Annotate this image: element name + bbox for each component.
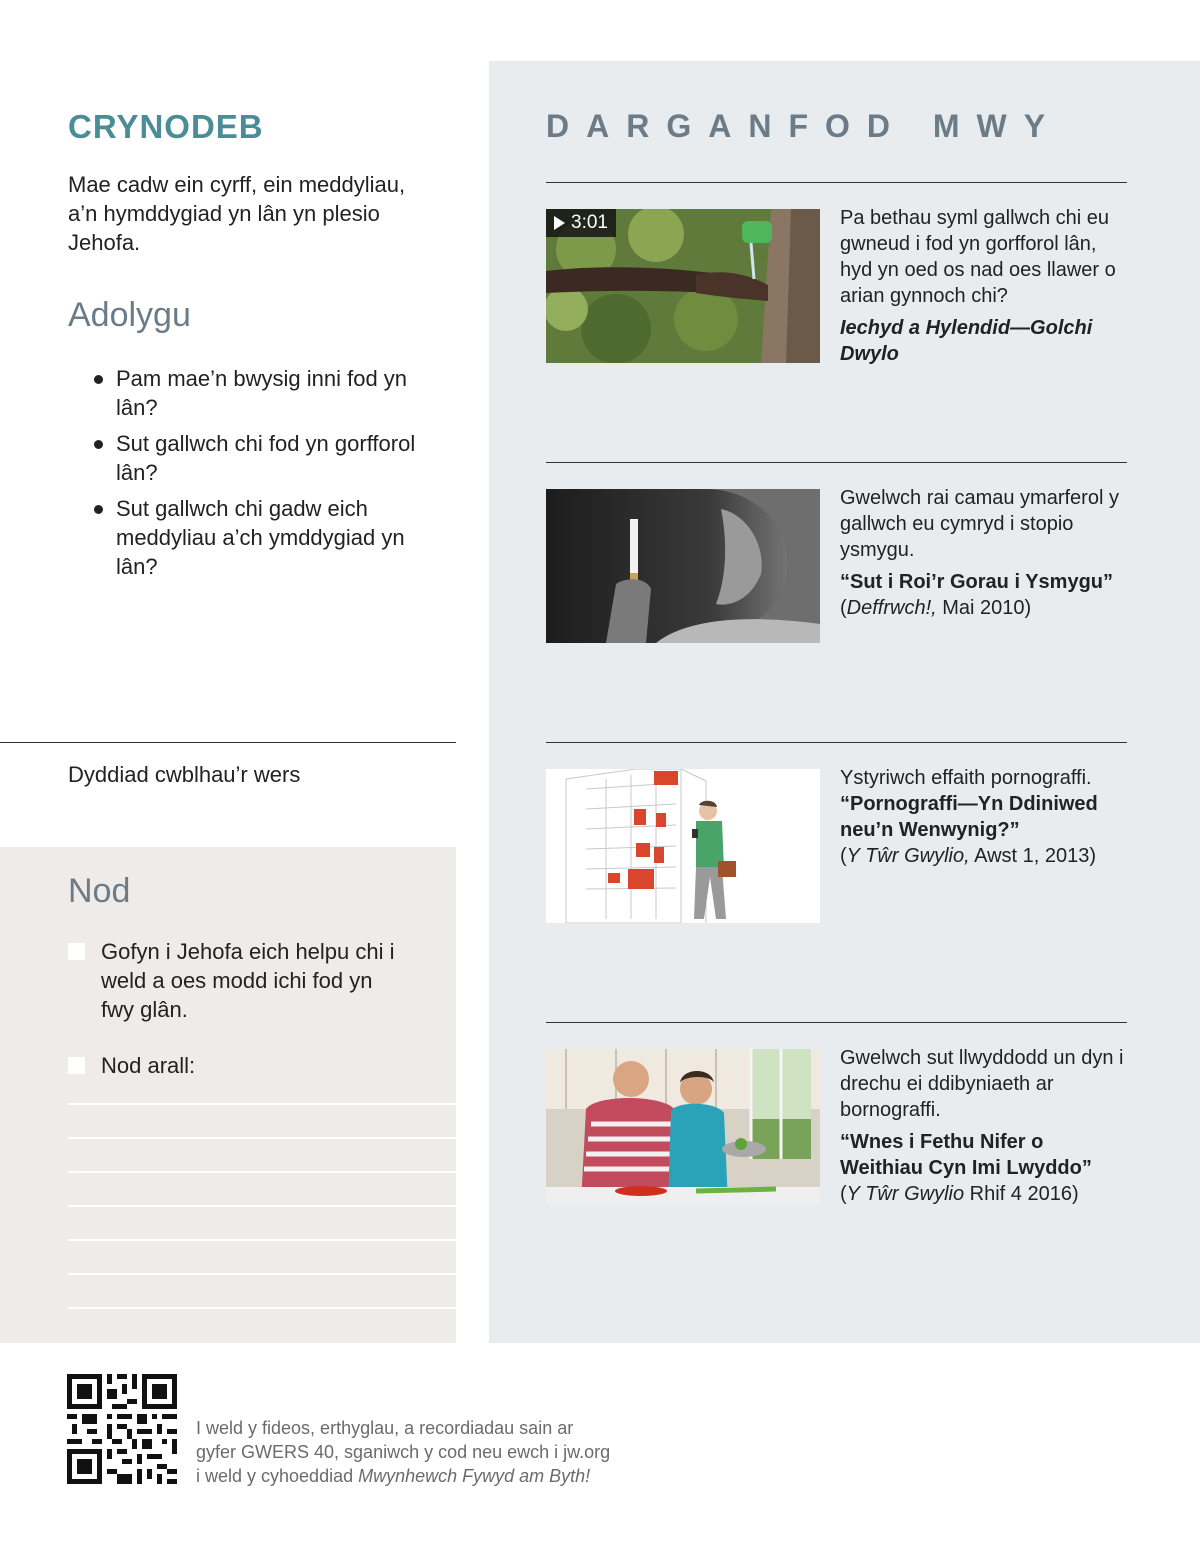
divider [546,462,1127,463]
item-source: (Deffrwch!, Mai 2010) [840,597,1032,619]
video-duration: 3:01 [571,212,608,233]
write-in-line[interactable] [68,1137,456,1139]
qr-code-icon[interactable] [67,1374,177,1484]
divider [546,1022,1127,1023]
discover-item [840,1045,1130,1207]
divider [546,182,1127,183]
review-title: Adolygu [68,296,191,334]
write-in-line[interactable] [68,1307,456,1309]
video-duration-badge [546,209,616,237]
footer-line: I weld y fideos, erthyglau, a recordiadau sain ar [196,1418,574,1438]
item-source: (Y Tŵr Gwylio Rhif 4 2016) [840,1183,1079,1205]
discover-item [840,765,1130,869]
hands-washing-video-thumbnail[interactable] [546,209,820,363]
play-icon [554,216,565,230]
footer-line: gyfer GWERS 40, sganiwch y cod neu ewch i jw.org [196,1442,611,1462]
divider [546,742,1127,743]
man-with-phone-illustration[interactable] [546,769,820,923]
goal-title: Nod [68,872,131,910]
goal-item [68,937,408,1024]
couple-cooking-in-kitchen-image[interactable] [546,1049,820,1203]
checkbox[interactable] [68,943,85,960]
item-description: Pa bethau syml gallwch chi eu gwneud i fod yn gorfforol lân, hyd yn oed os nad oes llawer o arian gynnoch chi? [840,207,1116,307]
man-holding-cigarette-image[interactable] [546,489,820,643]
review-question: Pam mae’n bwysig inni fod yn lân? [92,364,422,422]
item-source: (Y Tŵr Gwylio, Awst 1, 2013) [840,845,1097,867]
review-question: Sut gallwch chi gadw eich meddyliau a’ch ymddygiad yn lân? [92,494,422,581]
publication-title: Mwynhewch Fywyd am Byth! [358,1466,591,1486]
write-in-line[interactable] [68,1273,456,1275]
item-title-link[interactable]: Iechyd a Hylendid—Golchi Dwylo [840,317,1093,365]
goal-text: Gofyn i Jehofa eich helpu chi i weld a oes modd ichi fod yn fwy glân. [101,939,395,1022]
summary-text: Mae cadw ein cyrff, ein meddyliau, a’n hymddygiad yn lân yn plesio Jehofa. [68,172,406,255]
write-in-line[interactable] [68,1103,456,1105]
completion-date-label: Dyddiad cwblhau’r wers [68,762,301,787]
footer-line: i weld y cyhoeddiad Mwynhewch Fywyd am Byth! [196,1466,591,1486]
item-description: Ystyriwch effaith pornograffi. [840,767,1092,789]
item-description: Gwelwch sut llwyddodd un dyn i drechu ei ddibyniaeth ar bornograffi. [840,1047,1124,1121]
checkbox[interactable] [68,1057,85,1074]
divider [0,742,456,743]
goal-text: Nod arall: [101,1053,196,1078]
write-in-line[interactable] [68,1205,456,1207]
write-in-line[interactable] [68,1171,456,1173]
discover-item [840,205,1130,367]
item-title-link[interactable]: “Pornograffi—Yn Ddiniwed neu’n Wenwynig?” [840,793,1098,841]
review-list [92,364,422,588]
item-title-link[interactable]: “Wnes i Fethu Nifer o Weithiau Cyn Imi Lwyddo” [840,1131,1092,1179]
summary-title: CRYNODEB [68,108,264,145]
discover-item [840,485,1130,621]
item-title-link[interactable]: “Sut i Roi’r Gorau i Ysmygu” [840,571,1114,593]
footer-note [196,1416,656,1488]
goal-panel [0,847,456,1343]
item-description: Gwelwch rai camau ymarferol y gallwch eu cymryd i stopio ysmygu. [840,487,1119,561]
goal-item [68,1051,408,1080]
discover-more-title: DARGANFOD MWY [546,108,1063,144]
write-in-line[interactable] [68,1239,456,1241]
review-question: Sut gallwch chi fod yn gorfforol lân? [92,429,422,487]
